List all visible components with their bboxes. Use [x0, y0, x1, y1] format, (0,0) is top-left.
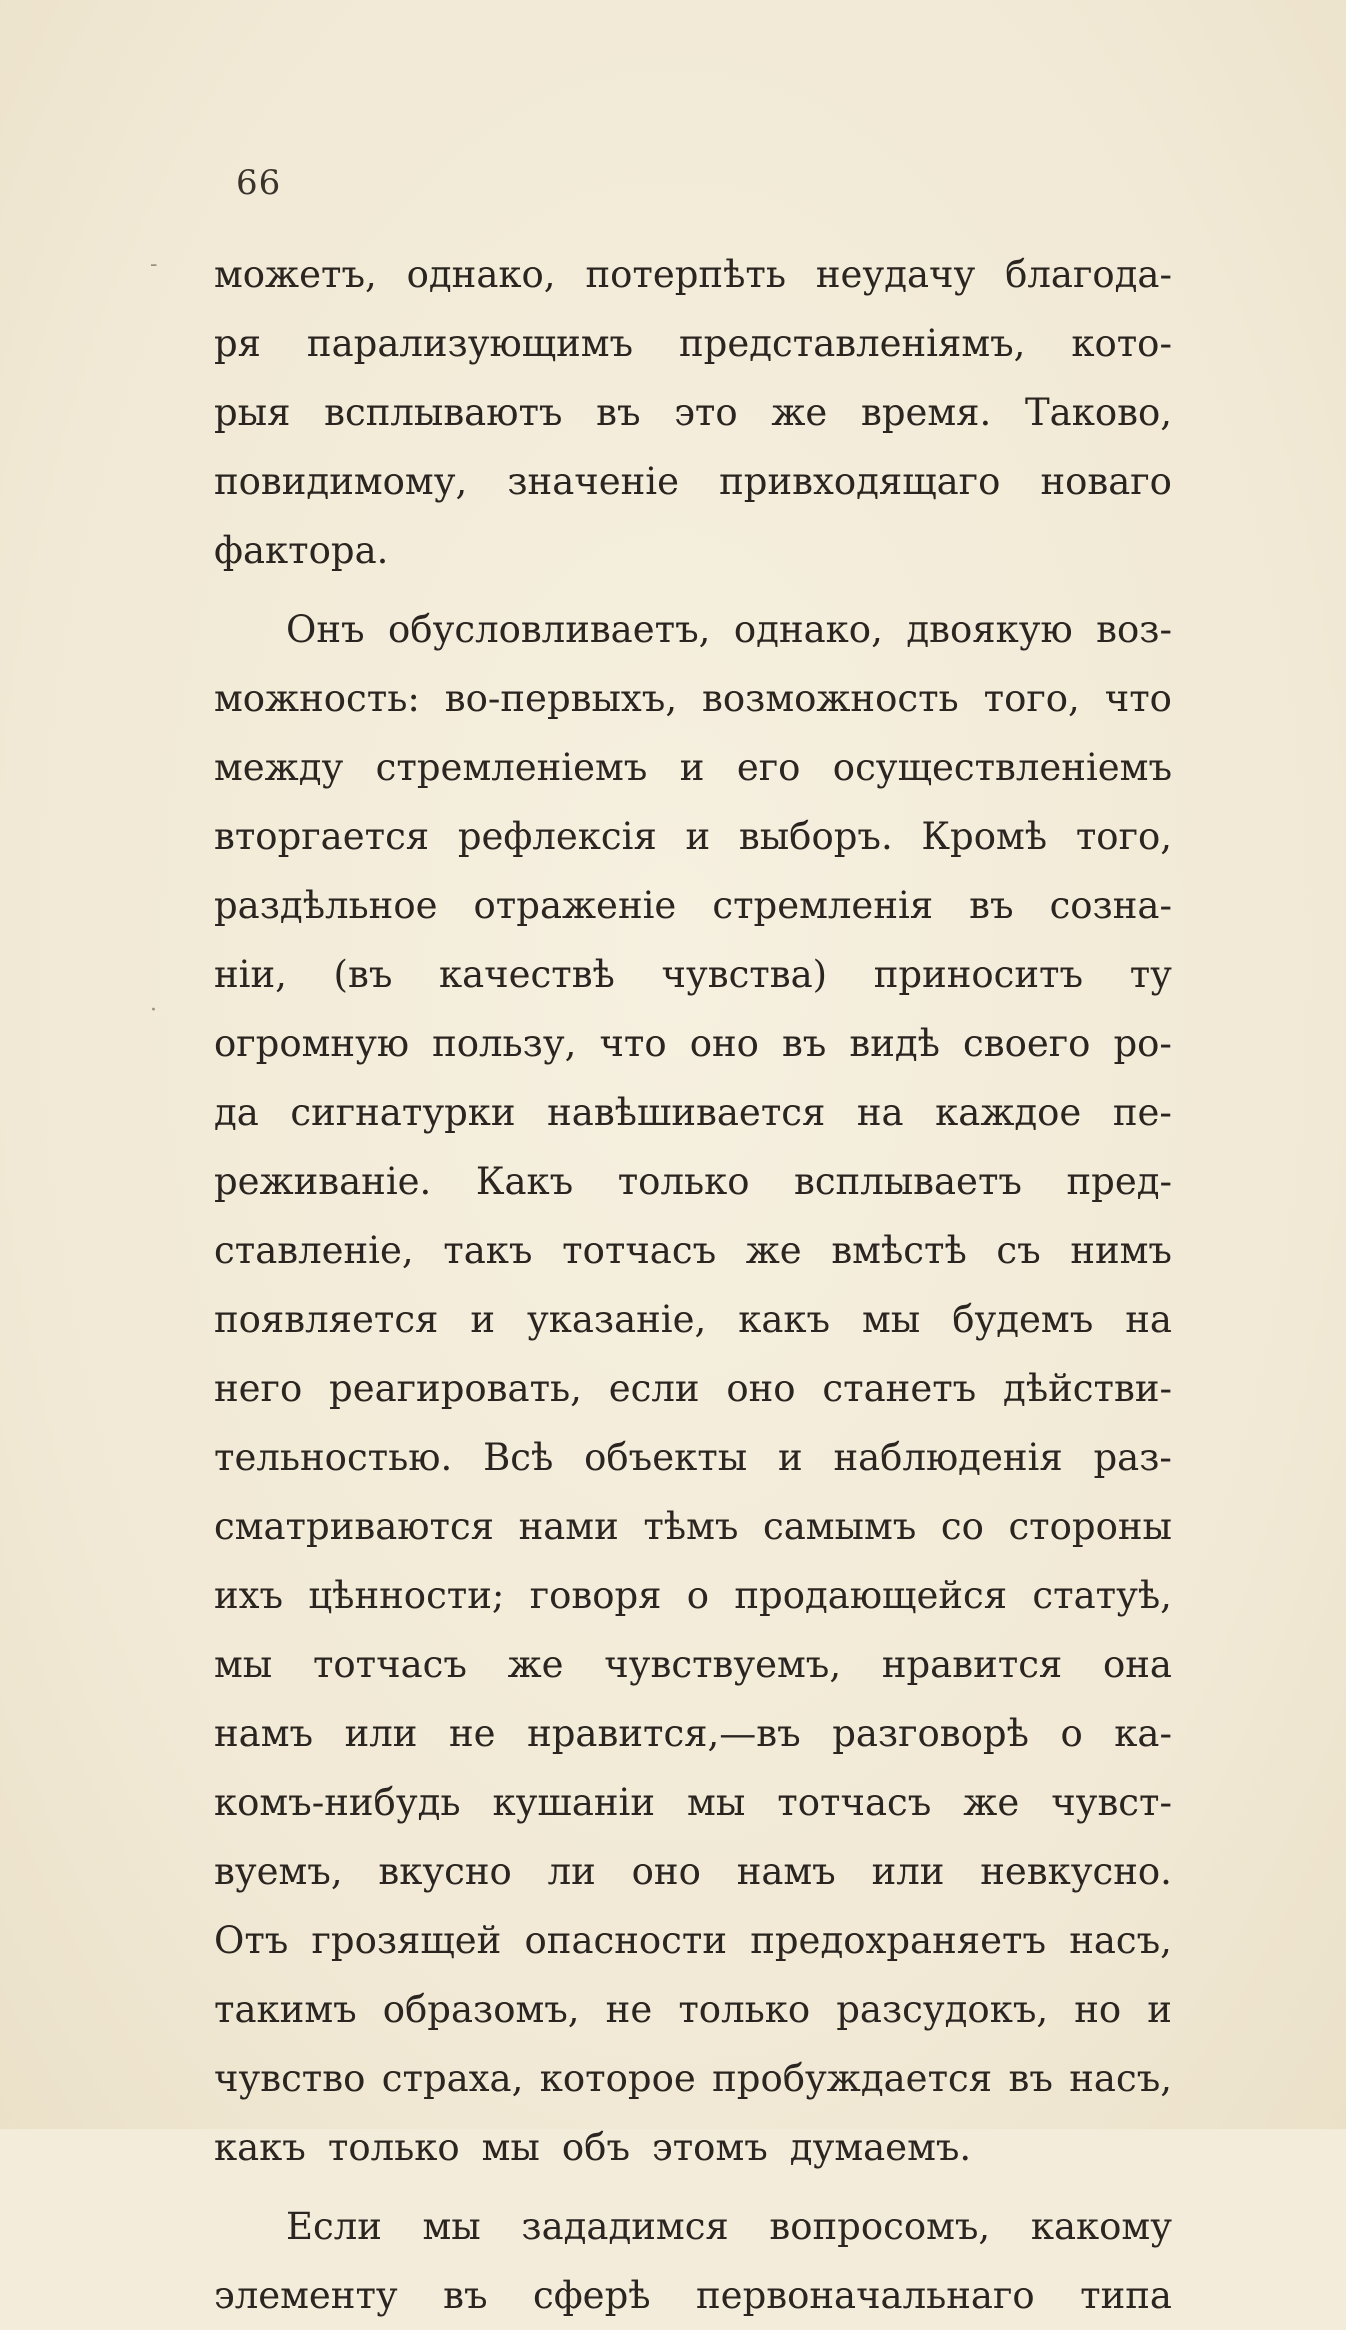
- text-line: Если мы зададимся вопросомъ, какому: [286, 2205, 1172, 2248]
- body-text: [214, 240, 1172, 2330]
- text-line: намъ или не нравится,—въ разговорѣ о ка-: [214, 1712, 1172, 1755]
- text-line: повидимому, значеніе привходящаго новаго: [214, 460, 1172, 503]
- page-number: 66: [236, 163, 282, 203]
- text-line: рыя всплываютъ въ это же время. Таково,: [214, 391, 1172, 434]
- text-line: Онъ обусловливаетъ, однако, двоякую воз-: [286, 608, 1172, 651]
- text-line: такимъ образомъ, не только разсудокъ, но и: [214, 1988, 1172, 2031]
- text-line: ря парализующимъ представленіямъ, кото-: [214, 322, 1172, 365]
- text-line: ставленіе, такъ тотчасъ же вмѣстѣ съ нимъ: [214, 1229, 1172, 1272]
- text-line: реживаніе. Какъ только всплываетъ пред-: [214, 1160, 1172, 1203]
- text-line: чувство страха, которое пробуждается въ насъ,: [214, 2057, 1172, 2100]
- text-line: вторгается рефлексія и выборъ. Кромѣ того,: [214, 815, 1172, 858]
- text-line: мы тотчасъ же чувствуемъ, нравится она: [214, 1643, 1172, 1686]
- text-line: сматриваются нами тѣмъ самымъ со стороны: [214, 1505, 1172, 1548]
- text-line: огромную пользу, что оно въ видѣ своего ро-: [214, 1022, 1172, 1065]
- text-line: комъ-нибудь кушаніи мы тотчасъ же чувст-: [214, 1781, 1172, 1824]
- text-line: ніи, (въ качествѣ чувства) приноситъ ту: [214, 953, 1172, 996]
- text-line: него реагировать, если оно станетъ дѣйстви-: [214, 1367, 1172, 1410]
- text-line: можность: во-первыхъ, возможность того, что: [214, 677, 1172, 720]
- text-line: какъ только мы объ этомъ думаемъ.: [214, 2126, 972, 2169]
- paragraph: [214, 595, 1172, 2182]
- margin-mark: ·: [150, 998, 157, 1023]
- text-line: появляется и указаніе, какъ мы будемъ на: [214, 1298, 1172, 1341]
- text-line: тельностью. Всѣ объекты и наблюденія раз-: [214, 1436, 1172, 1479]
- text-line: фактора.: [214, 529, 389, 572]
- text-line: вуемъ, вкусно ли оно намъ или невкусно.: [214, 1850, 1172, 1893]
- text-line: между стремленіемъ и его осуществленіемъ: [214, 746, 1172, 789]
- margin-mark: -: [150, 252, 158, 277]
- text-line: да сигнатурки навѣшивается на каждое пе-: [214, 1091, 1172, 1134]
- text-line: раздѣльное отраженіе стремленія въ созна-: [214, 884, 1172, 927]
- paragraph: [214, 2192, 1172, 2330]
- text-line: элементу въ сферѣ первоначальнаго типа: [214, 2274, 1172, 2317]
- paragraph: [214, 240, 1172, 585]
- text-line: ихъ цѣнности; говоря о продающейся статуѣ,: [214, 1574, 1172, 1617]
- text-line: можетъ, однако, потерпѣть неудачу благода-: [214, 253, 1172, 296]
- text-line: Отъ грозящей опасности предохраняетъ насъ,: [214, 1919, 1172, 1962]
